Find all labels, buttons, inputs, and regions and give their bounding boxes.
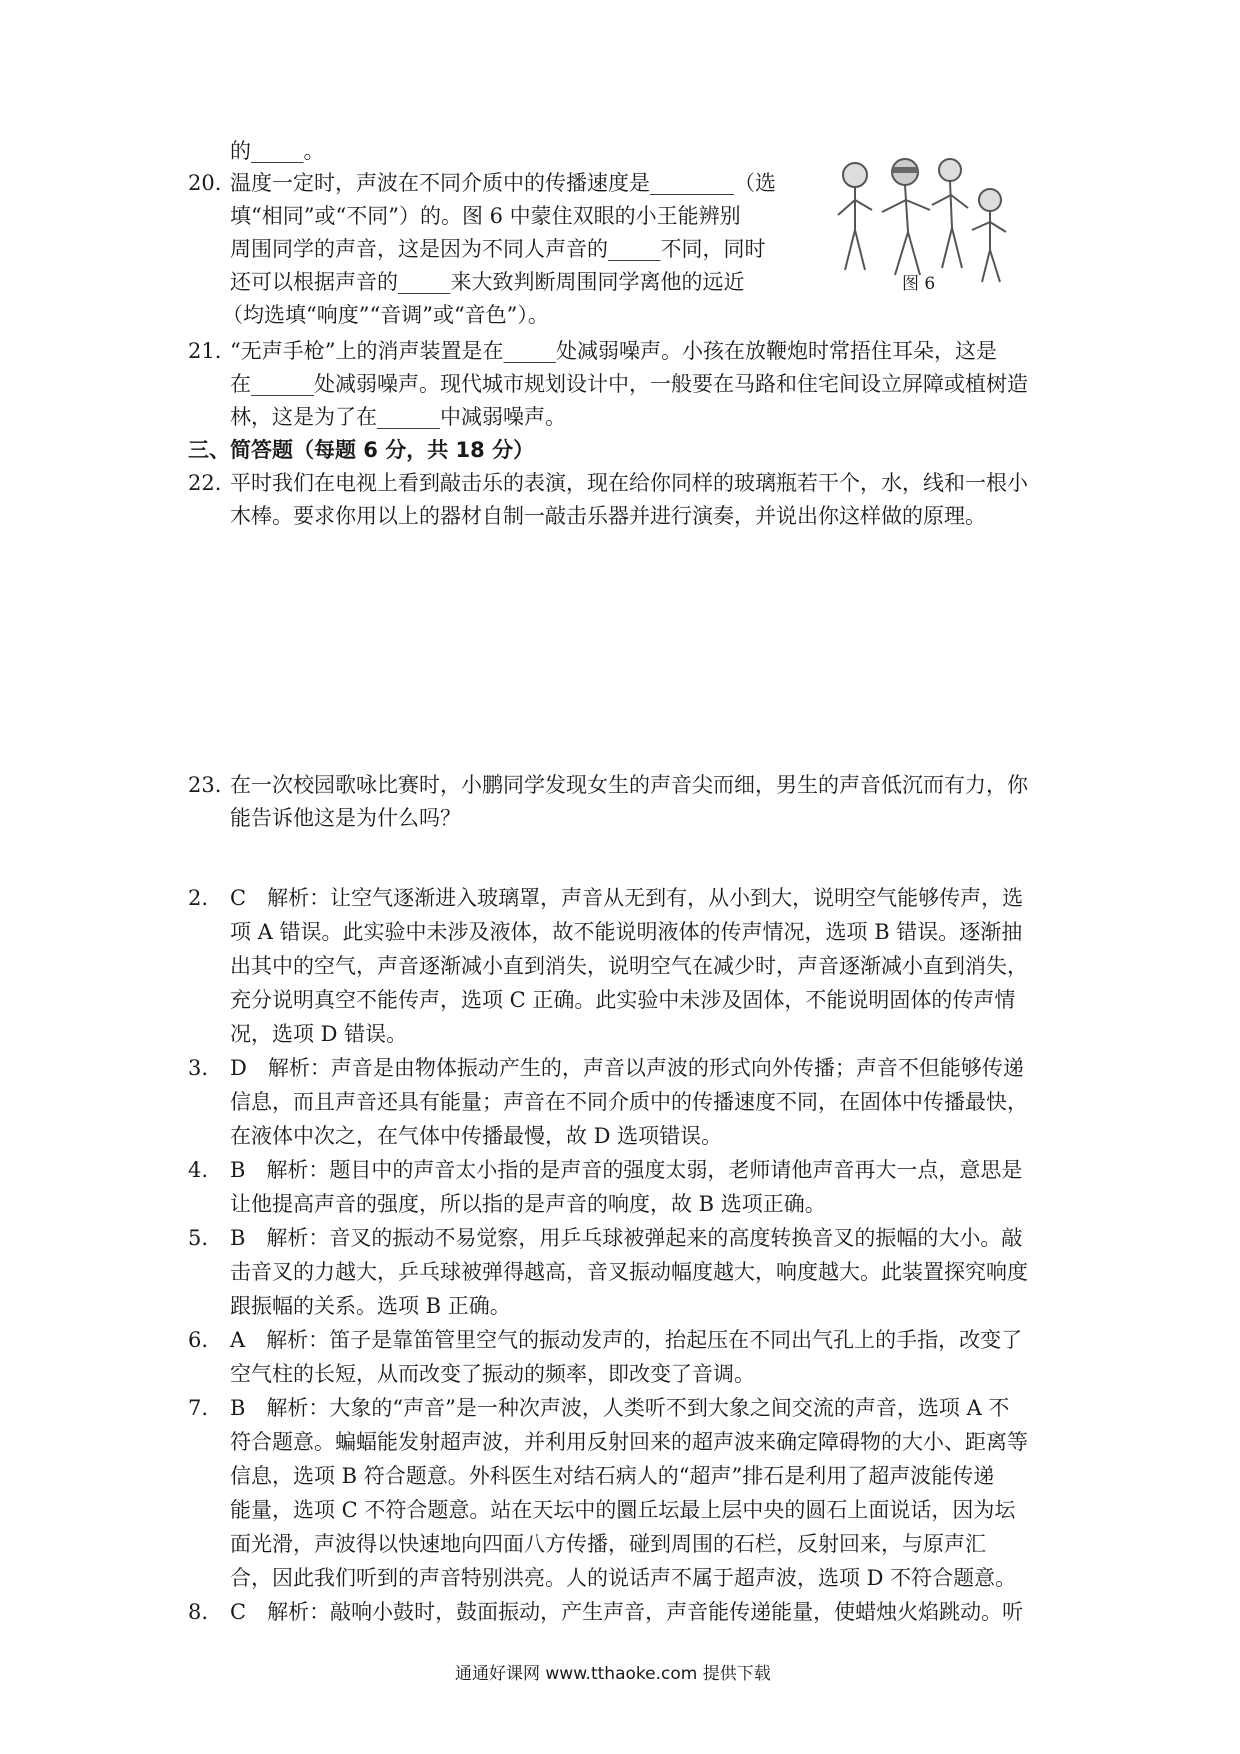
- question-text-line: 平时我们在电视上看到敲击乐的表演，现在给你同样的玻璃瓶若干个，水，线和一根小: [230, 471, 1028, 495]
- answer-text-line: C 解析：让空气逐渐进入玻璃罩，声音从无到有，从小到大，说明空气能够传声，选: [230, 886, 1024, 910]
- answer-text-line: B 解析：音叉的振动不易觉察，用乒乓球被弹起来的高度转换音叉的振幅的大小。敲: [230, 1226, 1023, 1250]
- answer-text-line: 能量，选项 C 不符合题意。站在天坛中的圜丘坛最上层中央的圆石上面说话，因为坛: [230, 1498, 1016, 1522]
- answer-text-line: 符合题意。蝙蝠能发射超声波，并利用反射回来的超声波来确定障碍物的大小、距离等: [230, 1430, 1028, 1454]
- answer-number: 8.: [188, 1600, 209, 1624]
- answer-text-line: 跟振幅的关系。选项 B 正确。: [230, 1294, 511, 1318]
- answer-text-line: A 解析：笛子是靠笛管里空气的振动发声的，抬起压在不同出气孔上的手指，改变了: [230, 1328, 1023, 1352]
- section-heading: 三、简答题（每题 6 分，共 18 分）: [188, 438, 535, 462]
- question-text-line: 在______处减弱噪声。现代城市规划设计中，一般要在马路和住宅间设立屏障或植树造: [230, 372, 1028, 396]
- answer-number: 7.: [188, 1396, 209, 1420]
- answer-number: 2.: [188, 886, 209, 910]
- answer-number: 5.: [188, 1226, 209, 1250]
- answer-text-line: 况，选项 D 错误。: [230, 1022, 408, 1046]
- answer-text-line: 击音叉的力越大，乒乓球被弹得越高，音叉振动幅度越大，响度越大。此装置探究响度: [230, 1260, 1028, 1284]
- question-text-line: 林，这是为了在______中减弱噪声。: [230, 405, 566, 429]
- question-text-line: （均选填“响度”“音调”或“音色”）。: [222, 303, 549, 327]
- answer-text-line: 空气柱的长短，从而改变了振动的频率，即改变了音调。: [230, 1362, 755, 1386]
- question-text-line: “无声手枪”上的消声装置是在_____处减弱噪声。小孩在放鞭炮时常捂住耳朵，这是: [230, 339, 997, 363]
- answer-text-line: 信息，选项 B 符合题意。外科医生对结石病人的“超声”排石是利用了超声波能传递: [230, 1464, 995, 1488]
- answer-text-line: 让他提高声音的强度，所以指的是声音的响度，故 B 选项正确。: [230, 1192, 826, 1216]
- question-number: 23.: [188, 773, 222, 797]
- question-text-line: 木棒。要求你用以上的器材自制一敲击乐器并进行演奏，并说出你这样做的原理。: [230, 504, 986, 528]
- answer-text-line: 信息，而且声音还具有能量；声音在不同介质中的传播速度不同，在固体中传播最快，: [230, 1090, 1028, 1114]
- question-number: 21.: [188, 339, 222, 363]
- answer-text-line: C 解析：敲响小鼓时，鼓面振动，产生声音，声音能传递能量，使蜡烛火焰跳动。听: [230, 1600, 1024, 1624]
- answer-text-line: 在液体中次之，在气体中传播最慢，故 D 选项错误。: [230, 1124, 723, 1148]
- answer-text-line: D 解析：声音是由物体振动产生的，声音以声波的形式向外传播；声音不但能够传递: [230, 1056, 1024, 1080]
- answer-text-line: 充分说明真空不能传声，选项 C 正确。此实验中未涉及固体，不能说明固体的传声情: [230, 988, 1016, 1012]
- question-text-line: 能告诉他这是为什么吗？: [230, 806, 461, 830]
- question-number: 20.: [188, 171, 222, 195]
- answer-number: 4.: [188, 1158, 209, 1182]
- answer-text-line: 出其中的空气，声音逐渐减小直到消失，说明空气在减少时，声音逐渐减小直到消失，: [230, 954, 1028, 978]
- question-text-line: 在一次校园歌咏比赛时，小鹏同学发现女生的声音尖而细，男生的声音低沉而有力，你: [230, 773, 1028, 797]
- answer-text-line: B 解析：大象的“声音”是一种次声波，人类听不到大象之间交流的声音，选项 A 不: [230, 1396, 1010, 1420]
- answer-text-line: 合，因此我们听到的声音特别洪亮。人的说话声不属于超声波，选项 D 不符合题意。: [230, 1566, 1017, 1590]
- answer-text-line: 面光滑，声波得以快速地向四面八方传播，碰到周围的石栏，反射回来，与原声汇: [230, 1532, 986, 1556]
- answer-text-line: 项 A 错误。此实验中未涉及液体，故不能说明液体的传声情况，选项 B 错误。逐渐抽: [230, 920, 1023, 944]
- q19-tail: 的_____。: [230, 139, 325, 163]
- figure-caption: 图 6: [902, 274, 936, 294]
- page-footer: 通通好课网 www.tthaoke.com 提供下载: [455, 1664, 771, 1684]
- answer-number: 3.: [188, 1056, 209, 1080]
- question-text-line: 填“相同”或“不同”）的。图 6 中蒙住双眼的小王能辨别: [230, 204, 741, 228]
- answer-text-line: B 解析：题目中的声音太小指的是声音的强度太弱，老师请他声音再大一点，意思是: [230, 1158, 1023, 1182]
- question-text-line: 温度一定时，声波在不同介质中的传播速度是________（选: [230, 171, 776, 195]
- answer-number: 6.: [188, 1328, 209, 1352]
- question-text-line: 周围同学的声音，这是因为不同人声音的_____不同，同时: [230, 237, 766, 261]
- question-number: 22.: [188, 471, 222, 495]
- question-text-line: 还可以根据声音的_____来大致判断周围同学离他的远近: [230, 270, 745, 294]
